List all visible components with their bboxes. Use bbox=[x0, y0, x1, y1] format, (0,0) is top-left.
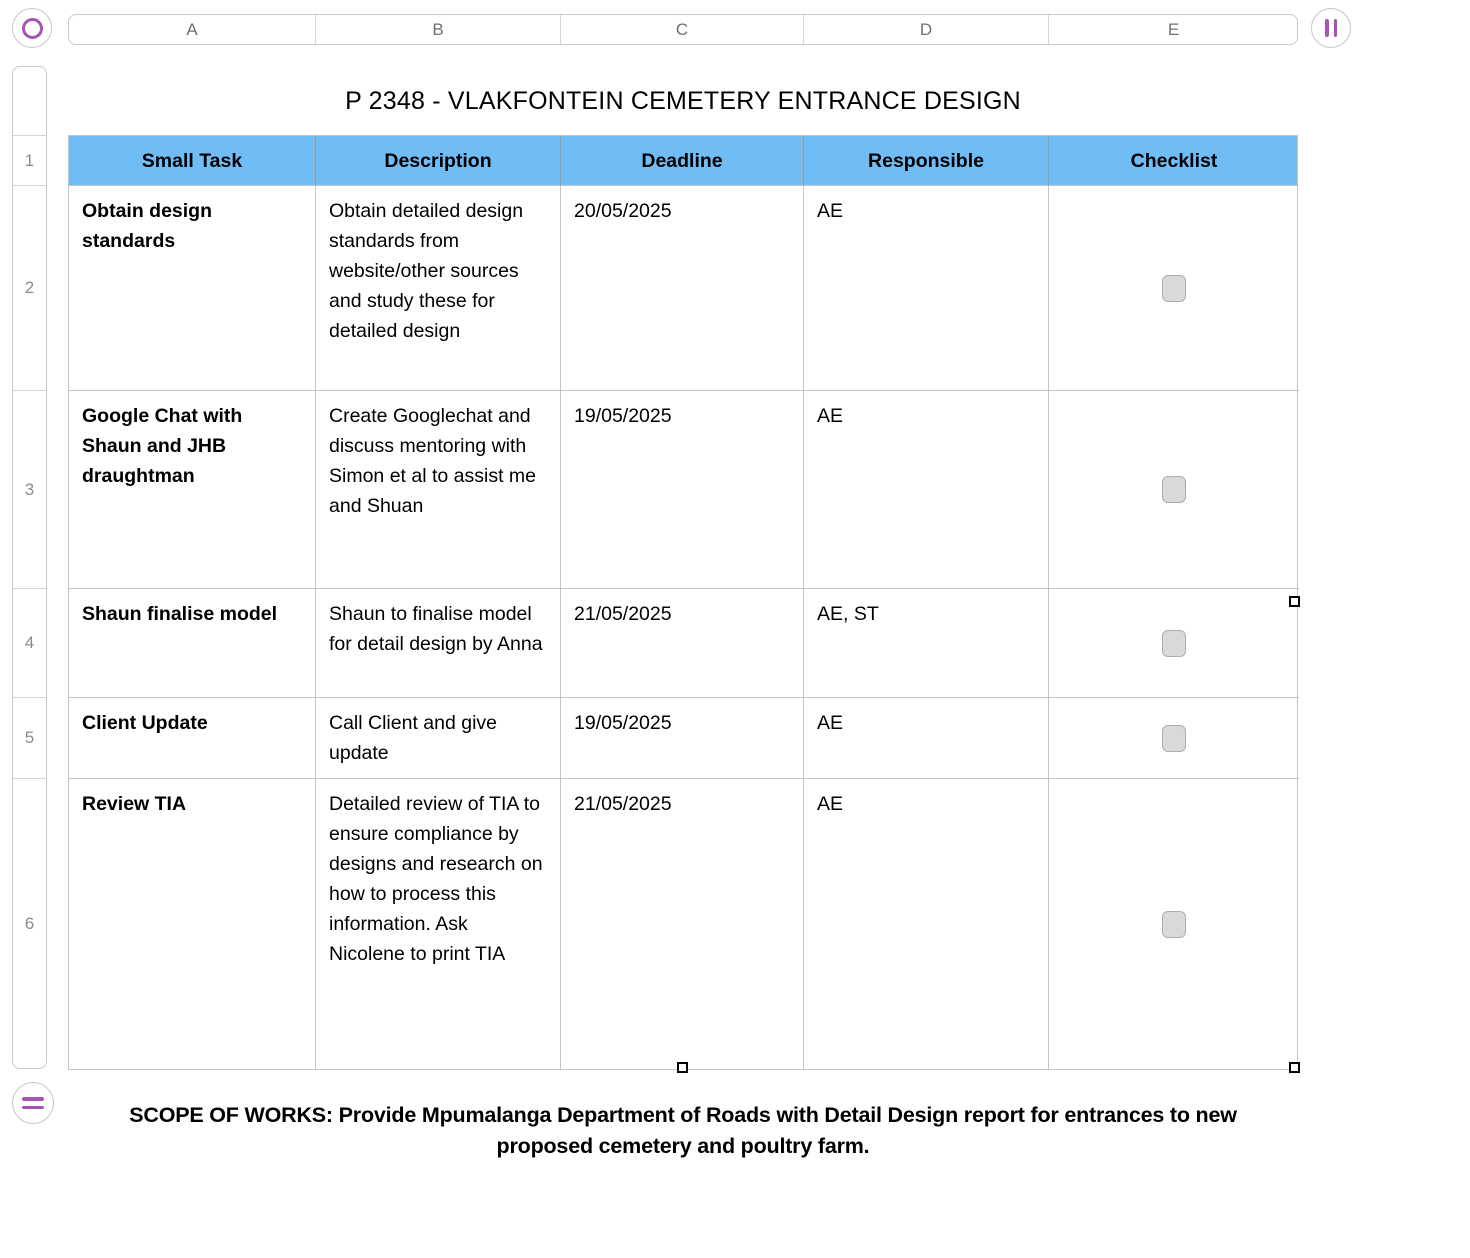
checkbox-unchecked[interactable] bbox=[1162, 476, 1186, 503]
scope-note-container bbox=[68, 1100, 1298, 1162]
resize-handle-corner[interactable] bbox=[1289, 1062, 1300, 1073]
cell-responsible[interactable]: AE bbox=[804, 779, 1049, 1069]
cell-small-task[interactable]: Shaun finalise model bbox=[69, 589, 316, 698]
row-header-3[interactable]: 3 bbox=[13, 391, 46, 589]
scope-note[interactable]: SCOPE OF WORKS: Provide Mpumalanga Department of Roads with Detail Design report for entrances to new proposed cemetery and poultry farm. bbox=[129, 1103, 1237, 1158]
cell-deadline[interactable]: 20/05/2025 bbox=[561, 186, 804, 391]
checkbox-unchecked[interactable] bbox=[1162, 275, 1186, 302]
cell-small-task[interactable]: Obtain design standards bbox=[69, 186, 316, 391]
checkbox-unchecked[interactable] bbox=[1162, 911, 1186, 938]
column-header-a[interactable]: A bbox=[69, 15, 316, 44]
table-row bbox=[69, 589, 1297, 698]
column-header-bar bbox=[68, 14, 1298, 45]
cell-description[interactable]: Create Googlechat and discuss mentoring with Simon et al to assist me and Shuan bbox=[316, 391, 561, 589]
resize-handle-right[interactable] bbox=[1289, 596, 1300, 607]
cell-checklist[interactable] bbox=[1049, 779, 1299, 1069]
cell-checklist[interactable] bbox=[1049, 698, 1299, 779]
header-deadline[interactable]: Deadline bbox=[561, 136, 804, 186]
cell-deadline[interactable]: 21/05/2025 bbox=[561, 589, 804, 698]
cell-checklist[interactable] bbox=[1049, 589, 1299, 698]
header-responsible[interactable]: Responsible bbox=[804, 136, 1049, 186]
cell-responsible[interactable]: AE bbox=[804, 391, 1049, 589]
menu-bars-icon bbox=[22, 1097, 44, 1109]
table-row bbox=[69, 391, 1297, 589]
cell-description[interactable]: Detailed review of TIA to ensure compliance by designs and research on how to process this information. Ask Nicolene to print TIA bbox=[316, 779, 561, 1069]
cell-small-task[interactable]: Client Update bbox=[69, 698, 316, 779]
row-header-5[interactable]: 5 bbox=[13, 698, 46, 779]
column-header-b[interactable]: B bbox=[316, 15, 561, 44]
pause-bars-icon bbox=[1325, 19, 1337, 37]
row-header-6[interactable]: 6 bbox=[24, 913, 35, 933]
column-header-c[interactable]: C bbox=[561, 15, 804, 44]
task-table bbox=[68, 135, 1298, 1070]
cell-description[interactable]: Shaun to finalise model for detail design by Anna bbox=[316, 589, 561, 698]
menu-bars-button[interactable] bbox=[12, 1082, 54, 1124]
cell-responsible[interactable]: AE bbox=[804, 186, 1049, 391]
row-header-1[interactable]: 1 bbox=[13, 136, 46, 186]
circle-outline-icon bbox=[22, 18, 43, 39]
row-header-4[interactable]: 4 bbox=[13, 589, 46, 698]
row-header-spacer bbox=[13, 67, 46, 136]
cell-description[interactable]: Call Client and give update bbox=[316, 698, 561, 779]
cell-responsible[interactable]: AE, ST bbox=[804, 589, 1049, 698]
table-row bbox=[69, 186, 1297, 391]
pause-bars-button[interactable] bbox=[1311, 8, 1351, 48]
cell-description[interactable]: Obtain detailed design standards from website/other sources and study these for detailed design bbox=[316, 186, 561, 391]
cell-small-task[interactable]: Google Chat with Shaun and JHB draughtman bbox=[69, 391, 316, 589]
column-header-e[interactable]: E bbox=[1167, 19, 1180, 39]
header-checklist[interactable]: Checklist bbox=[1049, 136, 1299, 186]
row-header-2[interactable]: 2 bbox=[13, 186, 46, 391]
cell-deadline[interactable]: 21/05/2025 bbox=[561, 779, 804, 1069]
cell-small-task[interactable]: Review TIA bbox=[69, 779, 316, 1069]
header-description[interactable]: Description bbox=[316, 136, 561, 186]
cell-deadline[interactable]: 19/05/2025 bbox=[561, 391, 804, 589]
checkbox-unchecked[interactable] bbox=[1162, 630, 1186, 657]
resize-handle-bottom[interactable] bbox=[677, 1062, 688, 1073]
row-header-bar bbox=[12, 66, 47, 1069]
cell-checklist[interactable] bbox=[1049, 391, 1299, 589]
table-title[interactable]: P 2348 - VLAKFONTEIN CEMETERY ENTRANCE DESIGN bbox=[345, 87, 1021, 115]
table-header-row bbox=[69, 136, 1297, 186]
cell-checklist[interactable] bbox=[1049, 186, 1299, 391]
checkbox-unchecked[interactable] bbox=[1162, 725, 1186, 752]
cell-responsible[interactable]: AE bbox=[804, 698, 1049, 779]
table-row bbox=[69, 779, 1297, 1069]
header-small-task[interactable]: Small Task bbox=[69, 136, 316, 186]
table-handle-button[interactable] bbox=[12, 8, 52, 48]
column-header-d[interactable]: D bbox=[804, 15, 1049, 44]
table-row bbox=[69, 698, 1297, 779]
cell-deadline[interactable]: 19/05/2025 bbox=[561, 698, 804, 779]
